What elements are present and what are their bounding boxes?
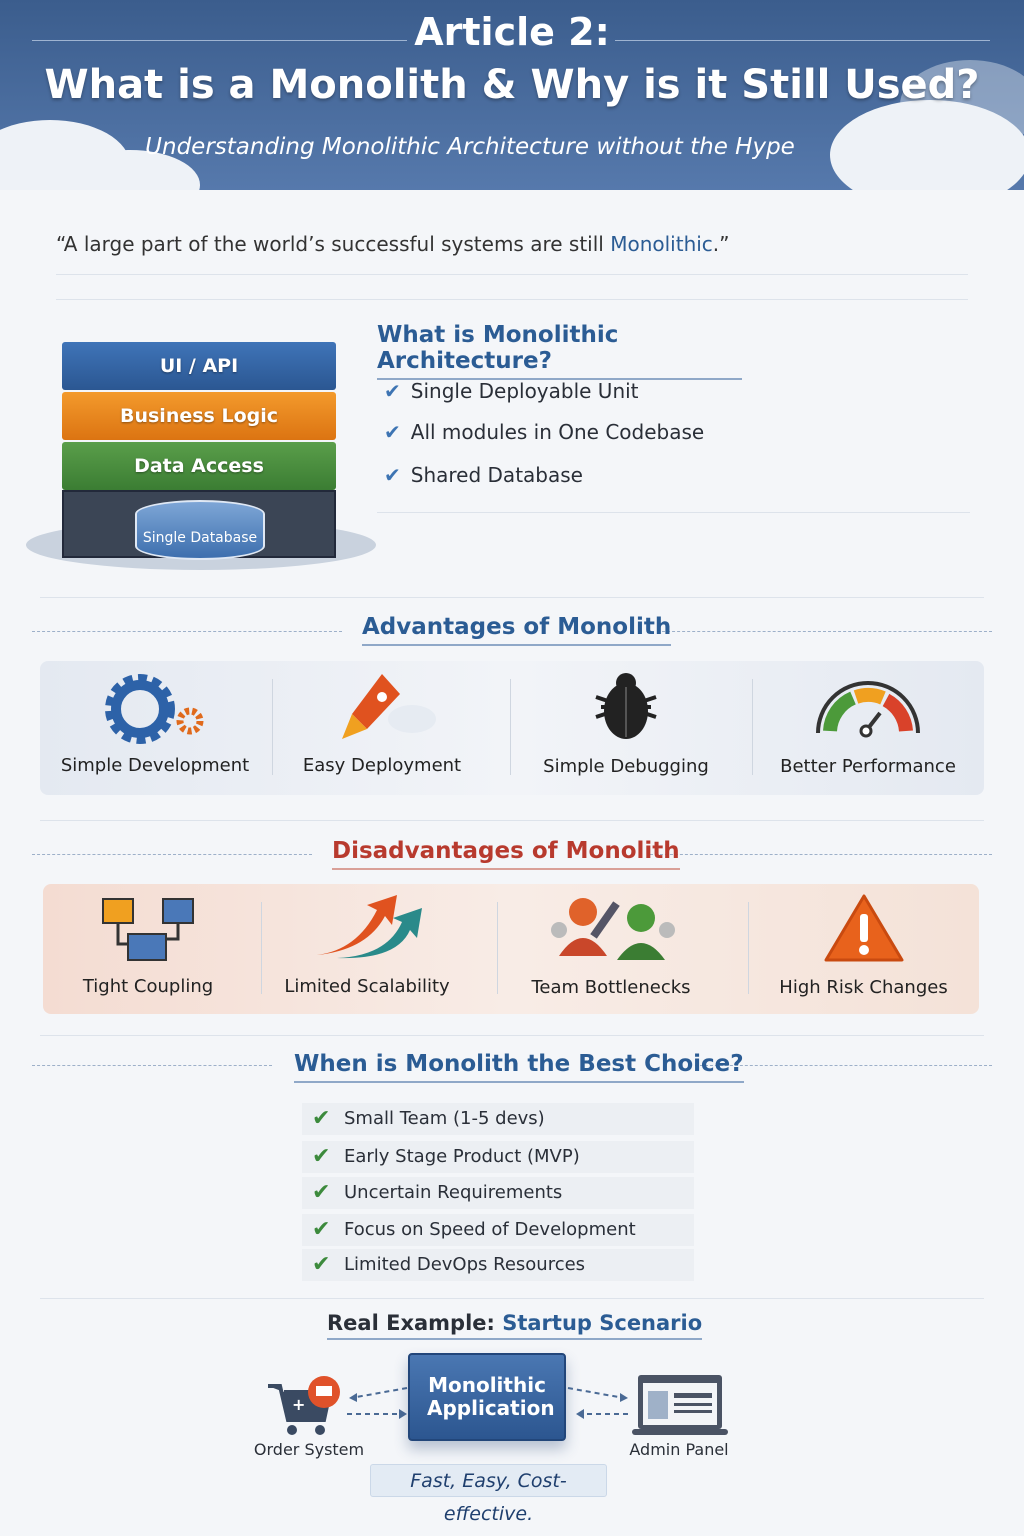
disadvantage-card: Limited Scalability <box>261 884 473 1014</box>
check-icon: ✔ <box>384 463 401 487</box>
when-item: ✔ Early Stage Product (MVP) <box>302 1141 694 1173</box>
monolithic-app-box: Monolithic Application <box>408 1353 566 1441</box>
definition-item: ✔ Single Deployable Unit <box>384 379 639 403</box>
advantage-card: Better Performance <box>752 661 984 795</box>
check-icon: ✔ <box>384 420 401 444</box>
order-system-label: Order System <box>253 1440 365 1459</box>
when-title: When is Monolith the Best Choice? <box>294 1051 744 1083</box>
team-icon <box>541 890 681 962</box>
check-icon: ✔ <box>312 1180 331 1205</box>
disadvantages-panel <box>43 884 979 1014</box>
check-icon: ✔ <box>312 1217 331 1242</box>
arrows-connector <box>345 1380 410 1430</box>
tagline: Fast, Easy, Cost-effective. <box>370 1464 607 1497</box>
laptop-icon <box>630 1373 730 1437</box>
definition-title: What is Monolithic Architecture? <box>377 322 742 380</box>
definition-item: ✔ All modules in One Codebase <box>384 420 705 444</box>
check-icon: ✔ <box>312 1252 331 1277</box>
advantages-panel <box>40 661 984 795</box>
bug-icon <box>581 667 671 747</box>
page-title: What is a Monolith & Why is it Still Used? <box>44 62 980 108</box>
advantages-title: Advantages of Monolith <box>362 614 671 646</box>
check-icon: ✔ <box>384 379 401 403</box>
arrows-icon <box>307 890 427 962</box>
gauge-icon <box>808 673 928 743</box>
article-number: Article 2: <box>414 10 610 54</box>
disadvantage-card: Tight Coupling <box>43 884 253 1014</box>
disadvantages-title: Disadvantages of Monolith <box>332 838 680 870</box>
check-icon: ✔ <box>312 1106 331 1131</box>
database-label: Single Database <box>142 530 258 546</box>
coupled-boxes-icon <box>98 894 198 966</box>
gears-icon <box>100 669 210 749</box>
architecture-stack <box>0 320 380 580</box>
check-icon: ✔ <box>312 1144 331 1169</box>
layer-ui-api: UI / API <box>62 342 336 390</box>
disadvantage-card: Team Bottlenecks <box>497 884 725 1014</box>
header-banner <box>0 0 1024 190</box>
advantage-card: Simple Debugging <box>510 661 742 795</box>
when-item: ✔ Uncertain Requirements <box>302 1177 694 1209</box>
when-item: ✔ Small Team (1-5 devs) <box>302 1103 694 1135</box>
warning-icon <box>822 892 906 964</box>
example-title: Real Example: Startup Scenario <box>327 1311 702 1340</box>
admin-panel-label: Admin Panel <box>629 1440 729 1459</box>
disadvantage-card: High Risk Changes <box>748 884 979 1014</box>
layer-data-access: Data Access <box>62 442 336 490</box>
advantage-card: Simple Development <box>40 661 270 795</box>
when-item: ✔ Limited DevOps Resources <box>302 1249 694 1281</box>
svg-text:+: + <box>292 1395 306 1414</box>
definition-item: ✔ Shared Database <box>384 463 583 487</box>
intro-quote: “A large part of the world’s successful systems are still Monolithic.” <box>56 232 730 256</box>
arrows-connector <box>566 1380 631 1430</box>
page-subtitle: Understanding Monolithic Architecture without the Hype <box>145 134 795 160</box>
layer-business-logic: Business Logic <box>62 392 336 440</box>
when-item: ✔ Focus on Speed of Development <box>302 1214 694 1246</box>
rocket-icon <box>322 669 442 749</box>
advantage-card: Easy Deployment <box>272 661 492 795</box>
cart-icon <box>266 1374 346 1438</box>
